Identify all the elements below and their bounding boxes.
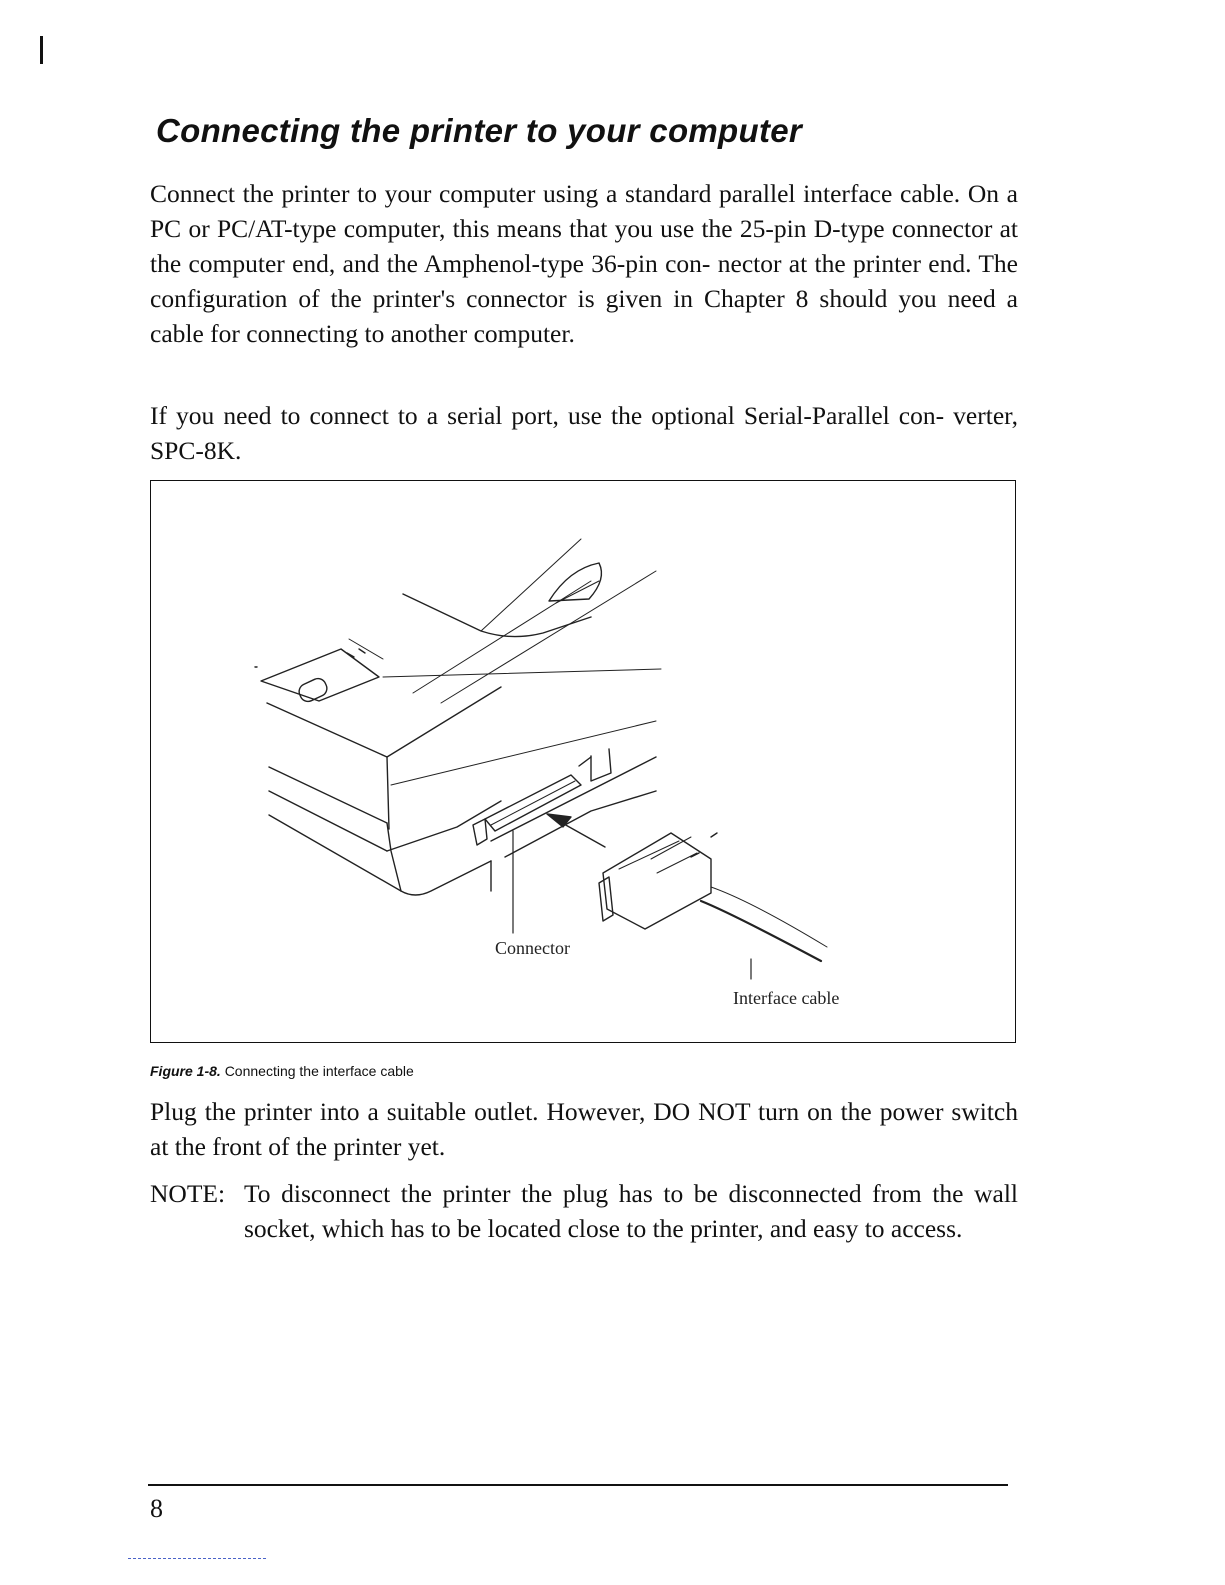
interface-cable-label: Interface cable (733, 988, 840, 1008)
note-block (150, 1176, 1018, 1246)
printer-illustration (151, 481, 1017, 1044)
paragraph-cable-connection: Connect the printer to your computer using a standard parallel interface cable. On a PC or PC/AT-type computer, this means that you use the 25-pin D-type connector at the computer end, and the Amphenol-type 36-pin con- nector at the printer end. The configuration of the printer's connector is given in Chapter 8 should you need a cable for connecting to another computer. (150, 179, 1018, 348)
connector-label: Connector (495, 938, 570, 958)
note-label: NOTE: (150, 1179, 226, 1208)
section-heading: Connecting the printer to your computer (156, 112, 803, 149)
footer-rule (148, 1484, 1008, 1486)
figure-caption-text: Connecting the interface cable (224, 1063, 414, 1079)
figure-number: Figure 1-8. (150, 1063, 221, 1079)
scan-mark (128, 1558, 266, 1559)
paragraph-power-outlet: Plug the printer into a suitable outlet. However, DO NOT turn on the power switch at the front of the printer yet. (150, 1097, 1018, 1161)
note-text: To disconnect the printer the plug has to be disconnected from the wall socket, which has to be located close to the printer, and easy to access. (244, 1179, 1018, 1243)
page-number: 8 (150, 1494, 163, 1523)
figure-interface-cable (150, 480, 1016, 1043)
figure-caption (150, 1063, 414, 1079)
paragraph-serial-port: If you need to connect to a serial port, use the optional Serial-Parallel con- verter, SPC-8K. (150, 401, 1018, 465)
margin-bar (40, 36, 43, 64)
